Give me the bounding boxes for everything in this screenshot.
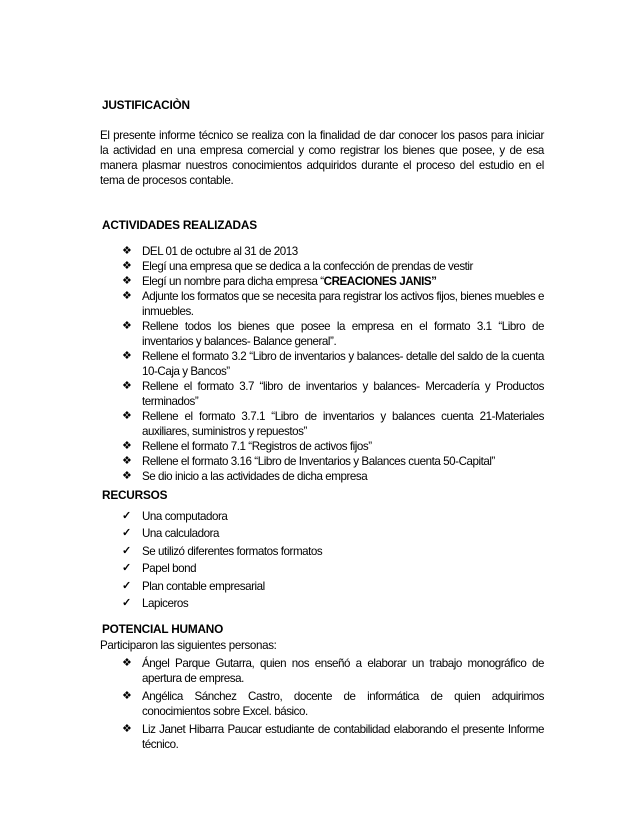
checkmark-icon: ✓ [122,544,131,557]
list-item: ✓ Una calculadora [122,527,220,541]
diamond-bullet-icon: ❖ [122,275,132,287]
checkmark-icon: ✓ [122,579,131,592]
list-item: ❖ Rellene el formato 3.16 “Libro de Inventarios y Balances cuenta 50-Capital” [122,455,495,468]
list-item: ❖ DEL 01 de octubre al 31 de 2013 [122,245,298,258]
recursos-heading: RECURSOS [102,488,168,502]
diamond-bullet-icon: ❖ [122,245,132,257]
justificacion-heading: JUSTIFICACIÒN [102,98,190,112]
list-item: ❖ Se dio inicio a las actividades de dicha empresa [122,470,368,483]
diamond-bullet-icon: ❖ [122,470,132,482]
list-item: ❖ Elegí una empresa que se dedica a la confección de prendas de vestir [122,260,473,273]
diamond-bullet-icon: ❖ [122,290,132,302]
list-item: ❖ Rellene el formato 3.7.1 “Libro de inventarios y balances cuenta 21-Materiales auxiliares, suministros y repuestos” [122,410,544,438]
actividades-heading: ACTIVIDADES REALIZADAS [102,218,257,232]
diamond-bullet-icon: ❖ [122,260,132,272]
checkmark-icon: ✓ [122,510,131,522]
list-item: ❖ Adjunte los formatos que se necesita para registrar los activos fijos, bienes muebles e inmuebles. [122,290,544,318]
list-item: ❖ Rellene el formato 7.1 “Registros de activos fijos” [122,440,372,453]
actividades-list [120,244,544,484]
list-item: ✓ Se utilizó diferentes formatos formatos [122,544,323,558]
list-item: ✓ Una computadora [122,510,228,523]
diamond-bullet-icon: ❖ [122,455,132,467]
recursos-list [120,509,420,613]
potencial-intro: Participaron las siguientes personas: [100,639,277,652]
justificacion-paragraph: El presente informe técnico se realiza con la finalidad de dar conocer los pasos para iniciar la actividad en una empresa comercial y como registrar los bienes que posee, y de esa manera plasmar nuestros conocimientos adquiridos durante el proceso del estudio en el tema de procesos contable. [100,129,544,187]
diamond-bullet-icon: ❖ [122,410,132,422]
list-item: ❖ Liz Janet Hibarra Paucar estudiante de contabilidad elaborando el presente Informe técnico. [122,723,544,751]
diamond-bullet-icon: ❖ [122,320,132,332]
potencial-list [120,656,544,755]
diamond-bullet-icon: ❖ [122,690,132,702]
diamond-bullet-icon: ❖ [122,723,132,735]
diamond-bullet-icon: ❖ [122,380,132,392]
diamond-bullet-icon: ❖ [122,657,132,669]
list-item: ❖ Rellene el formato 3.7 “libro de inventarios y balances- Mercadería y Productos terminados” [122,380,544,408]
list-item: ✓ Papel bond [122,562,197,576]
potencial-heading: POTENCIAL HUMANO [102,622,224,636]
checkmark-icon: ✓ [122,562,131,575]
list-item: ❖ Angélica Sánchez Castro, docente de informática de quien adquirimos conocimientos sobre Excel. básico. [122,690,544,718]
list-item: ❖ Rellene todos los bienes que posee la empresa en el formato 3.1 “Libro de inventarios y balances- Balance general”. [122,320,544,348]
diamond-bullet-icon: ❖ [122,350,132,362]
list-item: ❖ Elegí un nombre para dicha empresa “CREACIONES JANIS” [122,275,437,288]
list-item: ✓ Lapiceros [122,596,189,610]
checkmark-icon: ✓ [122,596,131,609]
company-name: CREACIONES JANIS” [323,275,437,288]
list-item: ❖ Rellene el formato 3.2 “Libro de inventarios y balances- detalle del saldo de la cuenta 10-Caja y Bancos” [122,350,544,378]
list-item: ✓ Plan contable empresarial [122,579,265,593]
checkmark-icon: ✓ [122,527,131,540]
diamond-bullet-icon: ❖ [122,440,132,452]
list-item: ❖ Ángel Parque Gutarra, quien nos enseñó a elaborar un trabajo monográfico de apertura de empresa. [122,657,544,685]
